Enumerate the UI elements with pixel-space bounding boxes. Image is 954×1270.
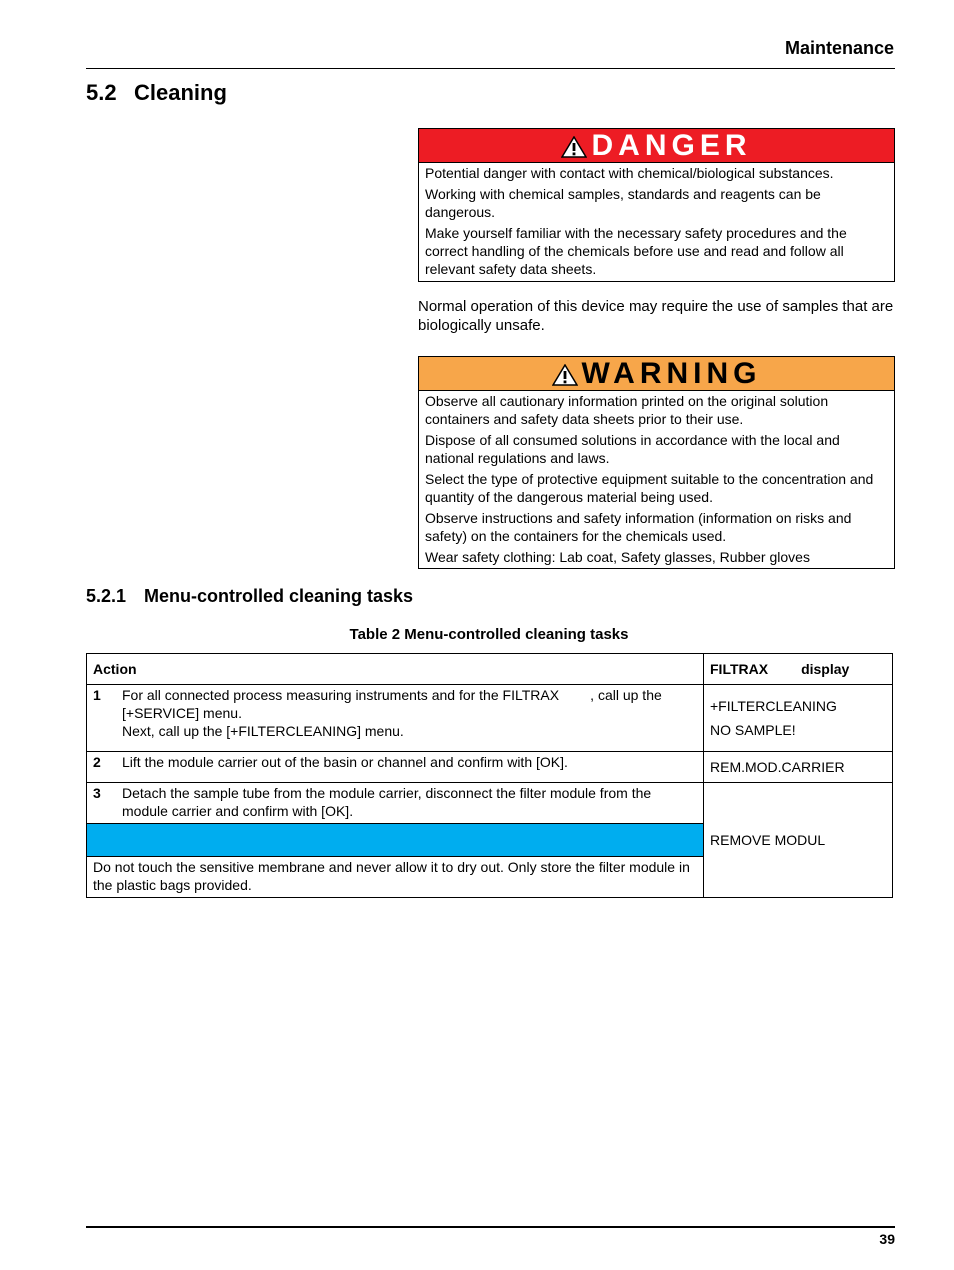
- subsection-number: 5.2.1: [86, 586, 127, 606]
- danger-banner: [419, 129, 894, 163]
- step-number: 3: [93, 785, 101, 801]
- step-1-action: [87, 685, 704, 752]
- running-header-title: Maintenance: [784, 38, 894, 58]
- biological-safety-text: Normal operation of this device may require the use of samples that are biologically unsafe.: [418, 298, 894, 334]
- display-message: REM.MOD.CARRIER: [710, 759, 845, 775]
- table-row: [87, 752, 893, 783]
- danger-signal-word: DANGER: [591, 129, 752, 162]
- table-caption: Table 2 Menu-controlled cleaning tasks: [349, 626, 629, 643]
- subsection-heading: [86, 586, 413, 607]
- display-message: REMOVE MODUL: [710, 832, 826, 848]
- step-number: 2: [93, 754, 101, 770]
- section-number: 5.2: [86, 80, 117, 105]
- warning-paragraph: Observe instructions and safety information (information on risks and safety) on the containers for the chemicals used.: [425, 510, 852, 544]
- step-1-display: [704, 685, 893, 752]
- cleaning-tasks-table: [86, 653, 893, 898]
- warning-triangle-icon: [552, 364, 578, 386]
- header-display-label: display: [801, 661, 850, 677]
- note-text: Do not touch the sensitive membrane and never allow it to dry out. Only store the filter module in the plastic bags provided.: [87, 857, 704, 898]
- header-display: [704, 654, 893, 685]
- subsection-title: Menu-controlled cleaning tasks: [144, 586, 414, 606]
- danger-paragraph: Make yourself familiar with the necessary safety procedures and the correct handling of the chemicals before use and read and follow all relevant safety data sheets.: [425, 225, 847, 277]
- table-header-row: [87, 654, 893, 685]
- warning-paragraph: Dispose of all consumed solutions in accordance with the local and national regulations and laws.: [425, 432, 840, 466]
- step-3-display: [704, 783, 893, 898]
- warning-triangle-icon: [561, 136, 587, 158]
- note-banner: [87, 824, 704, 857]
- table-row: [87, 783, 893, 824]
- danger-paragraph: Potential danger with contact with chemical/biological substances.: [425, 165, 834, 181]
- header-action: Action: [87, 654, 704, 685]
- display-message: +FILTERCLEANING: [710, 698, 837, 714]
- page-number: 39: [879, 1231, 895, 1247]
- step-2-display: [704, 752, 893, 783]
- step-text-line: [+SERVICE] menu.: [122, 705, 242, 721]
- warning-signal-word: WARNING: [581, 357, 762, 390]
- section-heading: [86, 80, 227, 106]
- warning-banner: [419, 357, 894, 391]
- danger-paragraph: Working with chemical samples, standards and reagents can be dangerous.: [425, 186, 821, 220]
- step-number: 1: [93, 687, 101, 703]
- warning-paragraph: Select the type of protective equipment suitable to the concentration and quantity of the dangerous material being used.: [425, 471, 874, 505]
- warning-body: [419, 391, 894, 573]
- step-2-action: [87, 752, 704, 783]
- warning-notice: [418, 356, 895, 569]
- step-text-line: For all connected process measuring instruments and for the FILTRAX , call up the: [122, 687, 662, 703]
- step-text-line: module carrier and confirm with [OK].: [122, 803, 354, 819]
- display-message: NO SAMPLE!: [710, 722, 796, 738]
- header-display-product: FILTRAX: [710, 661, 769, 677]
- step-3-action: [87, 783, 704, 824]
- step-text-line: Lift the module carrier out of the basin or channel and confirm with [OK].: [122, 754, 568, 770]
- section-title: Cleaning: [134, 80, 227, 105]
- step-text-line: Next, call up the [+FILTERCLEANING] menu.: [122, 723, 404, 739]
- header-divider: [86, 68, 895, 69]
- danger-body: [419, 163, 894, 285]
- danger-notice: [418, 128, 895, 282]
- warning-paragraph: Observe all cautionary information printed on the original solution containers and safety data sheets prior to their use.: [425, 393, 829, 427]
- table-row: [87, 685, 893, 752]
- warning-paragraph: Wear safety clothing: Lab coat, Safety glasses, Rubber gloves: [425, 549, 810, 565]
- footer-divider: [86, 1226, 895, 1228]
- step-text-line: Detach the sample tube from the module carrier, disconnect the filter module from the: [122, 785, 652, 801]
